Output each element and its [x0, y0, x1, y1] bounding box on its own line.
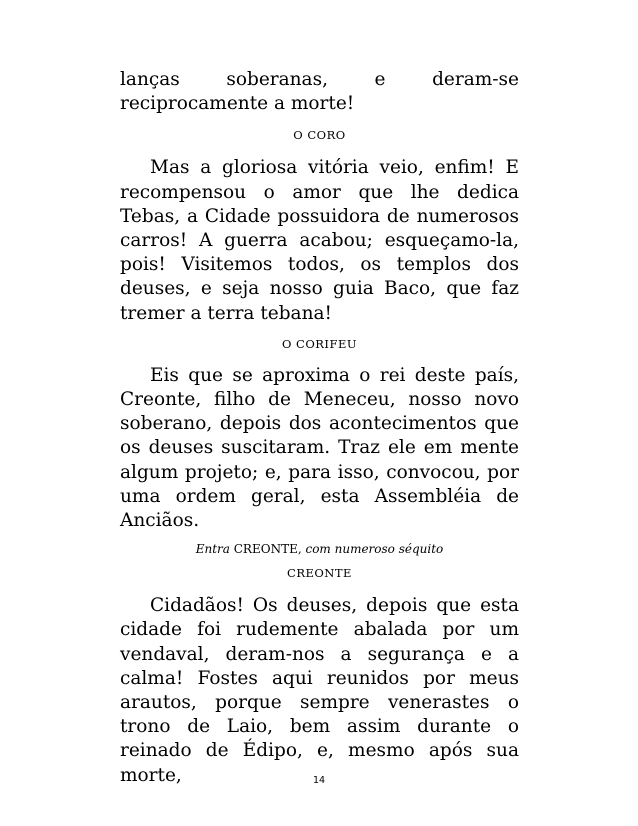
speaker-heading-corifeu: O CORIFEU — [281, 336, 358, 351]
stage-direction-name: CREONTE, — [233, 542, 302, 557]
opening-paragraph: lanças soberanas, e deram-se reciprocamente a morte! — [120, 69, 519, 115]
speaker-heading-coro: O CORO — [293, 128, 346, 143]
stage-direction-post: com numeroso séquito — [305, 542, 444, 557]
page-body — [120, 68, 519, 788]
stage-direction-pre: Entra — [195, 542, 230, 557]
corifeu-paragraph: Eis que se aproxima o rei deste país, Creonte, filho de Meneceu, nosso novo soberano, depois dos acontecimentos que os deuses suscitaram. Traz ele em mente algum projeto; e, para isso, convocou, por uma ordem geral, esta Assembléia de Anciãos. — [120, 364, 519, 532]
stage-direction — [120, 542, 519, 556]
page-number: 14 — [312, 775, 326, 786]
speaker-heading-creonte: CREONTE — [287, 566, 352, 581]
coro-paragraph: Mas a gloriosa vitória veio, enfim! E recompensou o amor que lhe dedica Tebas, a Cidade possuidora de numerosos carros! A guerra acabou; esqueçamo-la, pois! Visitemos todos, os templos dos deuses, e seja nosso guia Baco, que faz tremer a terra tebana! — [120, 157, 519, 324]
creonte-paragraph: Cidadãos! Os deuses, depois que esta cidade foi rudemente abalada por um vendaval, deram-nos a segurança e a calma! Fostes aqui reunidos por meus arautos, porque sempre venerastes o trono de Laio, bem assim durante o reinado de Édipo, e, mesmo após sua morte, — [120, 595, 519, 786]
